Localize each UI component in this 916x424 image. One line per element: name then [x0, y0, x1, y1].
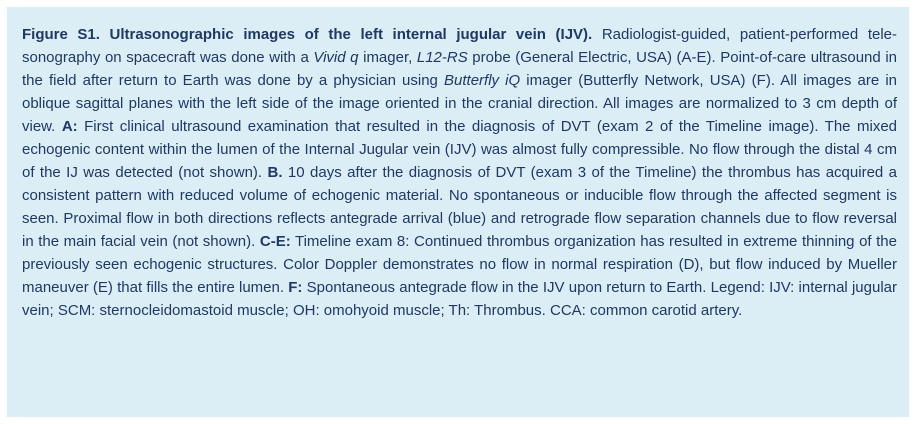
- probe-name: L12-RS: [416, 49, 468, 66]
- panel-label-a: A:: [61, 118, 78, 135]
- panel-text-a: First clinical ultrasound examination that resulted in the diagnosis of DVT (exam 2 of the Timeline image). The mixed echogenic content within the lumen of the Internal Jugular vein (IJV) was almost fully compressible. No flow through the distal 4 cm of the IJ was detected (not shown).: [22, 118, 898, 181]
- panel-text-c-e: Timeline exam 8: Continued thrombus organization has resulted in extreme thinning of the previously seen echogenic structures. Color Doppler demonstrates no flow in normal respiration (D), but flow induced by Mueller maneuver (E) that fills the entire lumen.: [22, 233, 897, 296]
- caption-intro-segment-2: imager,: [358, 49, 417, 66]
- panel-text-b: 10 days after the diagnosis of DVT (exam 3 of the Timeline) the thrombus has acquired a consistent pattern with reduced volume of echogenic material. No spontaneous or inducible flow through the affected segment is seen. Proximal flow in both directions reflects antegrade arrival (blue) and retrograde flow separation channels due to flow reversal in the main facial vein (not shown).: [22, 164, 897, 250]
- panel-label-b: B.: [267, 164, 283, 181]
- device-name-vivid: Vivid q: [313, 49, 359, 66]
- panel-label-c-e: C-E:: [259, 233, 291, 250]
- device-name-butterfly: Butterfly iQ: [444, 72, 521, 89]
- figure-caption-box: [7, 7, 909, 417]
- figure-caption-text: [22, 23, 897, 322]
- panel-label-f: F:: [288, 279, 303, 296]
- caption-intro-segment-4: imager (Butterfly Network, USA) (F). All images are in oblique sagittal planes with the left side of the image oriented in the cranial direction. All images are normalized to 3 cm depth of view.: [22, 72, 898, 135]
- caption-intro-segment-3: probe (General Electric, USA) (A-E). Point-of-care ultrasound in the field after return to Earth was done by a physician using: [22, 49, 897, 89]
- caption-intro-segment-1: Radiologist-guided, patient-performed tele-sonography on spacecraft was done with a: [22, 26, 897, 66]
- panel-text-f: Spontaneous antegrade flow in the IJV upon return to Earth. Legend: IJV: internal jugular vein; SCM: sternocleidomastoid muscle; OH: omohyoid muscle; Th: Thrombus. CCA: common carotid artery.: [22, 279, 897, 319]
- caption-title: Figure S1. Ultrasonographic images of the left internal jugular vein (IJV).: [22, 26, 593, 43]
